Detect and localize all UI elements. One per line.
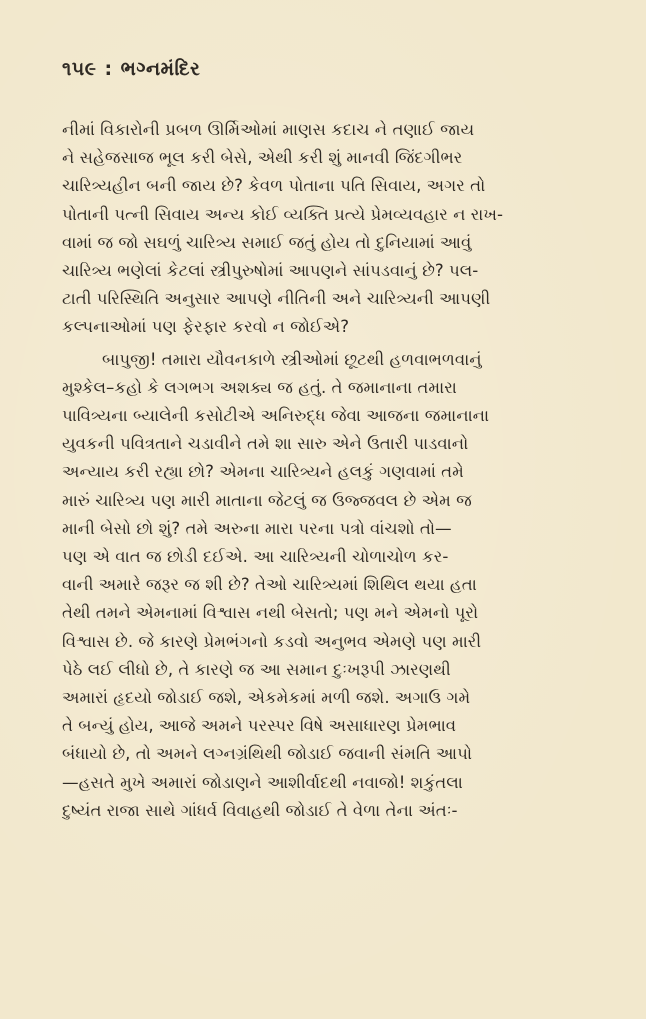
text-line: ટાતી પરિસ્થિતિ અનુસાર આપણે નીતિની અને ચારિત્ર્યની આપણી — [62, 289, 491, 309]
text-line: નીમાં વિકારોની પ્રબળ ઊર્મિઓમાં માણસ કદાચ ને તણાઈ જાય — [62, 120, 475, 139]
text-line: અન્યાય કરી રહ્યા છો? એમના ચારિત્ર્યને હલકું ગણવામાં તમે — [62, 462, 464, 482]
text-line: બંધાયો છે, તો અમને લગ્નગ્રંથિથી જોડાઈ જવાની સંમતિ આપો — [62, 744, 473, 764]
text-line: તેથી તમને એમનામાં વિશ્વાસ નથી બેસતો; પણ મને એમનો પૂરો — [62, 603, 479, 623]
text-line: અમારાં હૃદયો જોડાઈ જશે, એકમેકમાં મળી જશે. અગાઉ ગમે — [62, 688, 471, 708]
text-line: પોતાની પત્ની સિવાય અન્ય કોઈ વ્યક્તિ પ્રત્યે પ્રેમવ્યવહાર ન રાખ- — [62, 204, 503, 224]
text-line: વિશ્વાસ છે. જે કારણે પ્રેમભંગનો કડવો અનુભવ એમણે પણ મારી — [62, 631, 482, 651]
page-header — [62, 58, 598, 98]
text-line: પેઠે લઈ લીધો છે, તે કારણે જ આ સમાન દુઃખરૂપી ઝારણથી — [62, 659, 451, 679]
text-line: યુવકની પવિત્રતાને ચડાવીને તમે શા સારુ એને ઉતારી પાડવાનો — [62, 434, 469, 454]
text-line: ચારિત્ર્ય ભણેલાં કેટલાં સ્ત્રીપુરુષોમાં આપણને સાંપડવાનું છે? પલ- — [62, 261, 479, 281]
text-line: માની બેસો છો શું? તમે અરુના મારા પરના પત્રો વાંચશો તો— — [62, 518, 452, 538]
text-line: વામાં જ જો સઘળું ચારિત્ર્ય સમાઈ જતું હોય તો દુનિયામાં આવું — [62, 232, 472, 252]
text-line: તે બન્યું હોય, આજે અમને પરસ્પર વિષે અસાધારણ પ્રેમભાવ — [62, 716, 457, 736]
text-line: પણ એ વાત જ છોડી દઈએ. આ ચારિત્ર્યની ચોળાચોળ કર- — [62, 547, 449, 567]
text-line: મારું ચારિત્ર્ય પણ મારી માતાના જેટલું જ ઉજ્જવલ છે એમ જ — [62, 490, 472, 510]
text-line: ને સહેજસાજ ભૂલ કરી બેસે, એથી કરી શું માનવી જિંદગીભર — [62, 148, 463, 168]
paragraph-2 — [62, 346, 598, 825]
text-line: પાવિત્ર્યના બ્યાલેની કસોટીએ અનિરુદ્ધ જેવા આજના જમાનાના — [62, 406, 490, 426]
text-line: દુષ્યંત રાજા સાથે ગાંધર્વ વિવાહથી જોડાઈ તે વેળા તેના અંતઃ- — [62, 800, 458, 820]
text-line: —હસતે મુખે અમારાં જોડાણને આશીર્વાદથી નવાજો! શકુંતલા — [62, 772, 463, 792]
journal-name: ભગ્નમંદિર — [120, 58, 201, 80]
text-line: કલ્પનાઓમાં પણ ફેરફાર કરવો ન જોઈએ? — [62, 317, 350, 337]
header-separator: : — [104, 58, 113, 80]
text-line: ચારિત્ર્યહીન બની જાય છે? કેવળ પોતાના પતિ સિવાય, અગર તો — [62, 176, 486, 196]
paragraph-1 — [62, 116, 598, 342]
page-number: ૧૫૯ — [62, 58, 97, 80]
text-line: બાપુજી! તમારા યૌવનકાળે સ્ત્રીઓમાં છૂટથી હળવાભળવાનું — [102, 349, 482, 369]
text-line: મુશ્કેલ–કહો કે લગભગ અશક્ય જ હતું. તે જમાનાના તમારા — [62, 377, 457, 397]
text-line: વાની અમારે જરૂર જ શી છે? તેઓ ચારિત્ર્યમાં શિથિલ થયા હતા — [62, 575, 477, 595]
